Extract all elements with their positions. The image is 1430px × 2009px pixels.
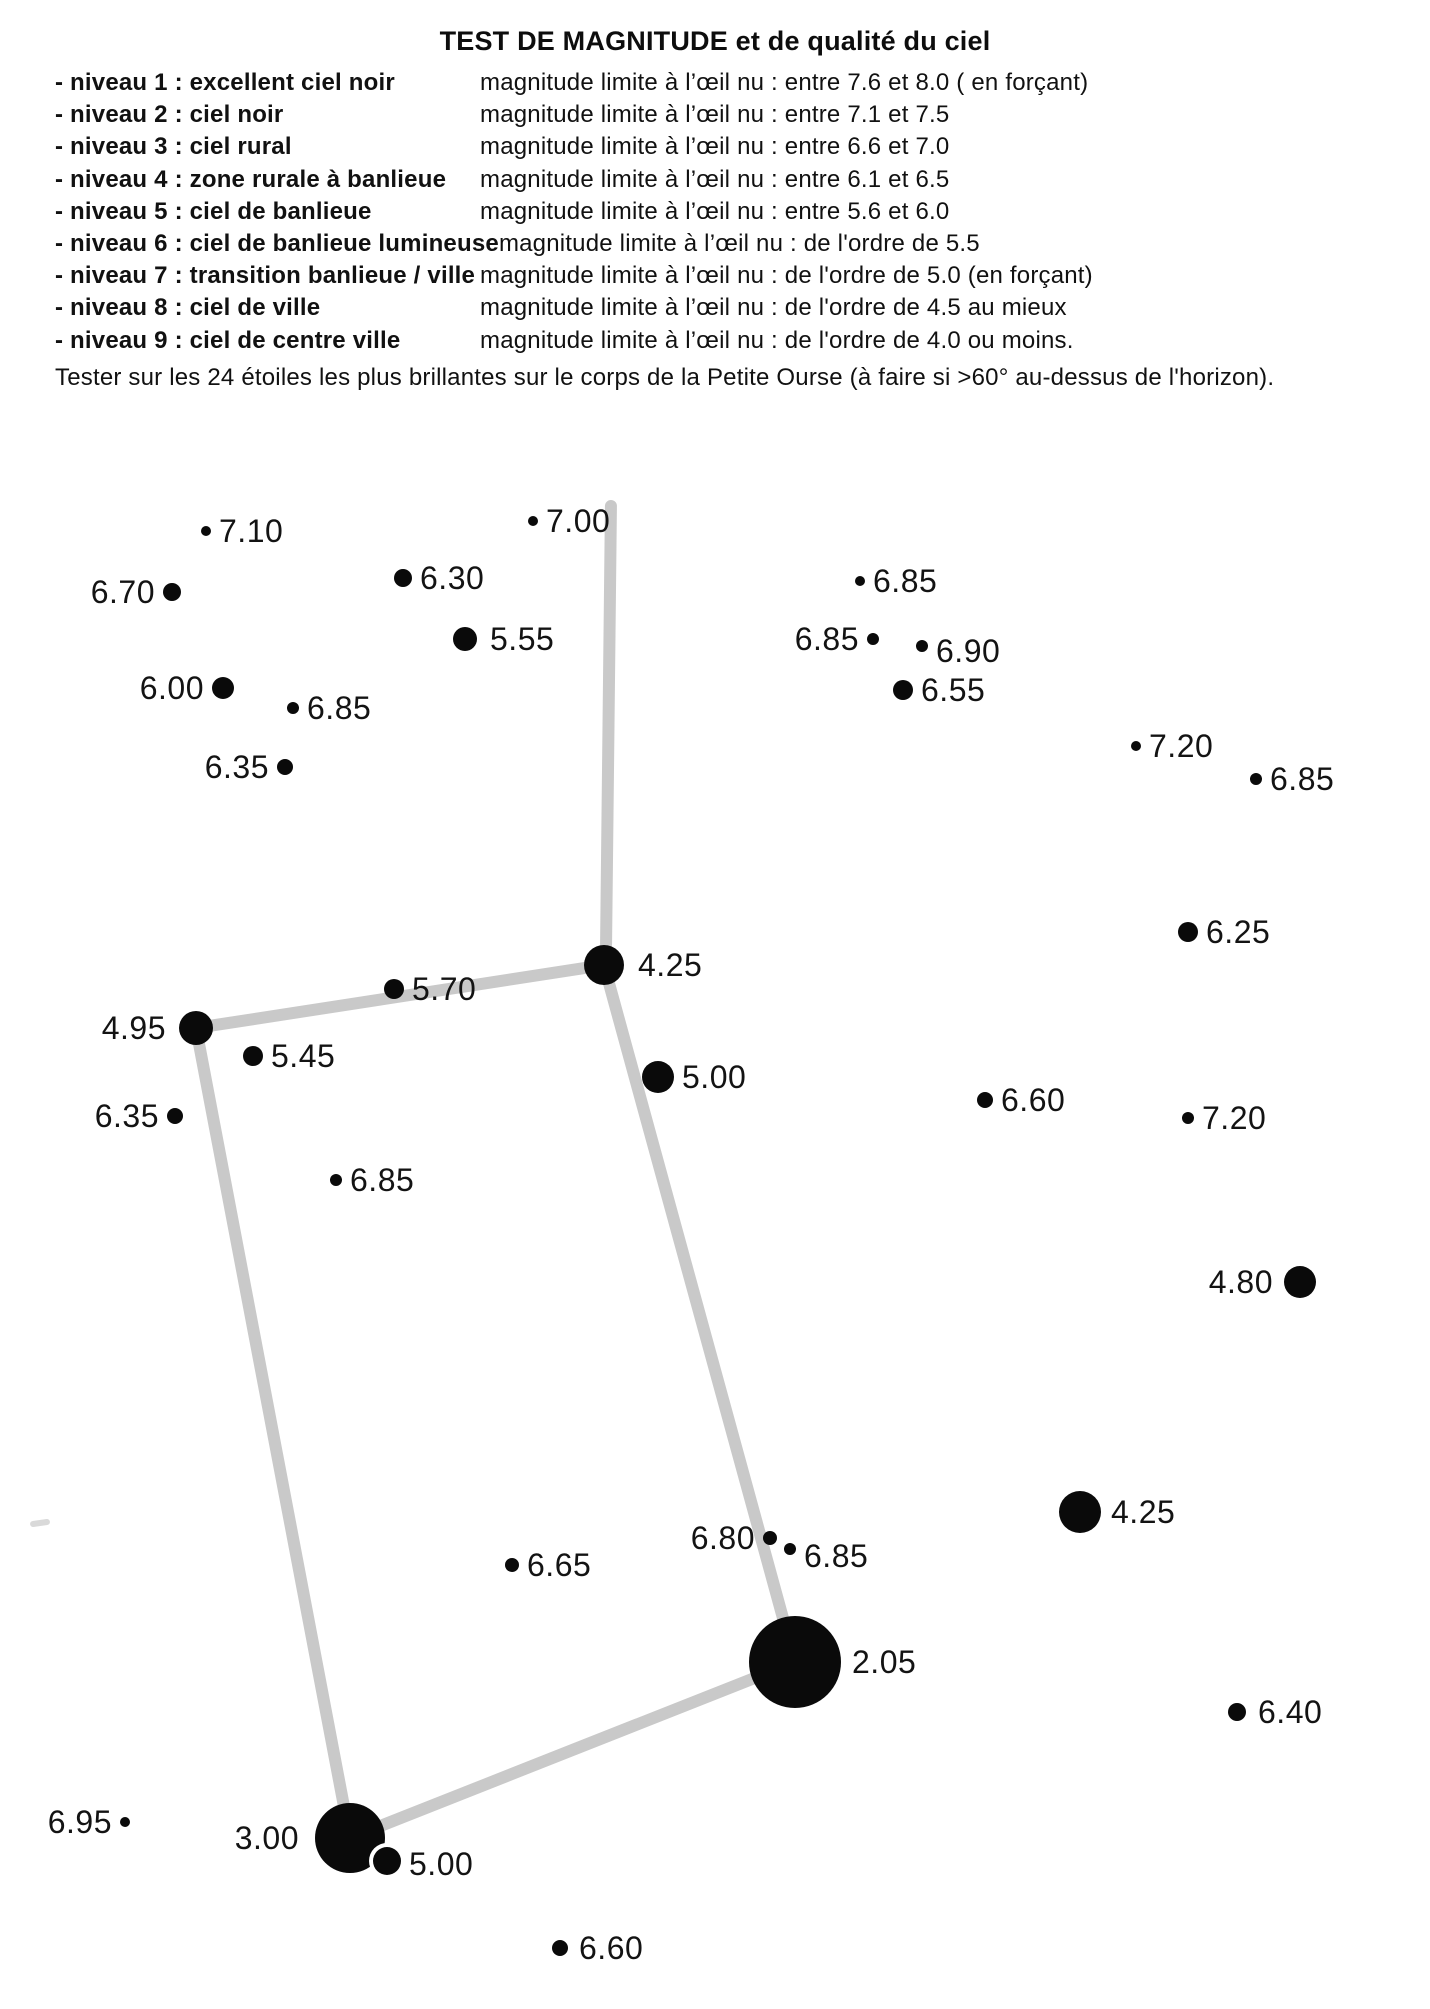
level-magnitude-limit: magnitude limite à l’œil nu : entre 7.6 et 8.0 ( en forçant) [480, 69, 1089, 97]
level-magnitude-limit: magnitude limite à l’œil nu : entre 6.6 et 7.0 [480, 133, 950, 161]
star-magnitude-label: 4.25 [1111, 1494, 1176, 1530]
level-magnitude-limit: magnitude limite à l’œil nu : entre 7.1 et 7.5 [480, 101, 950, 129]
star-magnitude-label: 6.70 [90, 574, 155, 610]
level-name: - niveau 8 : ciel de ville [55, 294, 321, 322]
star-dot [1059, 1491, 1101, 1533]
star-dot [277, 759, 293, 775]
star-magnitude-label: 6.85 [794, 621, 859, 657]
level-magnitude-limit: magnitude limite à l’œil nu : entre 5.6 et 6.0 [480, 197, 950, 225]
star-dot [120, 1817, 130, 1827]
star-dot [1131, 741, 1141, 751]
star-magnitude-label: 6.85 [350, 1162, 415, 1198]
level-name: - niveau 9 : ciel de centre ville [55, 326, 401, 354]
star-dot [505, 1558, 519, 1572]
star-dot [855, 576, 865, 586]
star-dot [916, 640, 928, 652]
constellation-line [348, 1656, 797, 1843]
star-dot [201, 526, 211, 536]
star-dot [163, 583, 181, 601]
level-name: - niveau 3 : ciel rural [55, 133, 292, 161]
level-name: - niveau 6 : ciel de banlieue lumineuse [55, 230, 499, 258]
star-magnitude-label: 5.55 [490, 621, 555, 657]
star-dot [1178, 922, 1198, 942]
star-magnitude-label: 6.65 [527, 1547, 592, 1583]
star-magnitude-label: 7.20 [1202, 1100, 1267, 1136]
star-magnitude-label: 4.25 [638, 947, 703, 983]
star-magnitude-label: 2.05 [852, 1644, 917, 1680]
star-dot [642, 1061, 674, 1093]
level-magnitude-limit: magnitude limite à l’œil nu : de l'ordre de 4.5 au mieux [480, 294, 1067, 322]
star-dot [893, 680, 913, 700]
star-magnitude-label: 6.60 [579, 1930, 644, 1966]
star-dot [749, 1616, 841, 1708]
level-magnitude-limit: magnitude limite à l’œil nu : entre 6.1 et 6.5 [480, 165, 950, 193]
star-magnitude-label: 6.80 [690, 1520, 755, 1556]
star-magnitude-label: 6.85 [1270, 761, 1335, 797]
star-magnitude-label: 6.85 [804, 1538, 869, 1574]
level-name: - niveau 4 : zone rurale à banlieue [55, 165, 447, 193]
star-dot [528, 516, 538, 526]
star-dot [977, 1092, 993, 1108]
star-magnitude-label: 5.00 [409, 1846, 474, 1882]
constellation-line [190, 1027, 356, 1839]
star-magnitude-label: 6.60 [1001, 1082, 1066, 1118]
star-dot [287, 702, 299, 714]
star-magnitude-label: 7.10 [219, 513, 284, 549]
star-magnitude-label: 5.45 [271, 1038, 336, 1074]
star-magnitude-label: 4.95 [101, 1010, 166, 1046]
constellation-line [600, 500, 617, 950]
star-dot [584, 945, 624, 985]
star-dot [867, 633, 879, 645]
star-magnitude-label: 6.25 [1206, 914, 1271, 950]
star-dot [552, 1940, 568, 1956]
star-magnitude-label: 6.85 [873, 563, 938, 599]
star-dot [784, 1543, 796, 1555]
star-dot [453, 627, 477, 651]
star-magnitude-label: 4.80 [1208, 1264, 1273, 1300]
star-magnitude-label: 6.55 [921, 672, 986, 708]
star-dot [394, 569, 412, 587]
level-name: - niveau 2 : ciel noir [55, 101, 284, 129]
star-dot [179, 1011, 213, 1045]
page-title: TEST DE MAGNITUDE et de qualité du ciel [439, 26, 991, 56]
level-magnitude-limit: magnitude limite à l’œil nu : de l'ordre de 5.5 [498, 230, 980, 258]
scan-artifact [30, 1519, 51, 1528]
star-magnitude-label: 5.00 [682, 1059, 747, 1095]
level-magnitude-limit: magnitude limite à l’œil nu : de l'ordre de 5.0 (en forçant) [480, 262, 1093, 290]
star-magnitude-label: 6.40 [1258, 1694, 1323, 1730]
star-dot [1284, 1266, 1316, 1298]
star-magnitude-label: 6.95 [47, 1804, 112, 1840]
star-dot [373, 1847, 401, 1875]
star-magnitude-label: 6.35 [204, 749, 269, 785]
star-magnitude-label: 5.70 [412, 971, 477, 1007]
tester-instruction: Tester sur les 24 étoiles les plus brillantes sur le corps de la Petite Ourse (à faire si >60° au-dessus de l'horizon). [55, 363, 1275, 391]
level-name: - niveau 7 : transition banlieue / ville [55, 262, 476, 290]
level-name: - niveau 5 : ciel de banlieue [55, 197, 372, 225]
star-magnitude-label: 6.90 [936, 633, 1001, 669]
star-magnitude-label: 6.85 [307, 690, 372, 726]
star-magnitude-label: 7.20 [1149, 728, 1214, 764]
level-magnitude-limit: magnitude limite à l’œil nu : de l'ordre de 4.0 ou moins. [480, 326, 1074, 354]
star-dot [384, 979, 404, 999]
star-dot [212, 677, 234, 699]
level-name: - niveau 1 : excellent ciel noir [55, 69, 395, 97]
star-dot [330, 1174, 342, 1186]
star-magnitude-label: 3.00 [234, 1820, 299, 1856]
star-magnitude-label: 7.00 [546, 503, 611, 539]
star-dot [1182, 1112, 1194, 1124]
star-dot [1250, 773, 1262, 785]
star-magnitude-label: 6.00 [139, 670, 204, 706]
star-dot [243, 1046, 263, 1066]
star-dot [763, 1531, 777, 1545]
star-magnitude-label: 6.30 [420, 560, 485, 596]
star-dot [1228, 1703, 1246, 1721]
star-magnitude-label: 6.35 [94, 1098, 159, 1134]
star-dot [167, 1108, 183, 1124]
